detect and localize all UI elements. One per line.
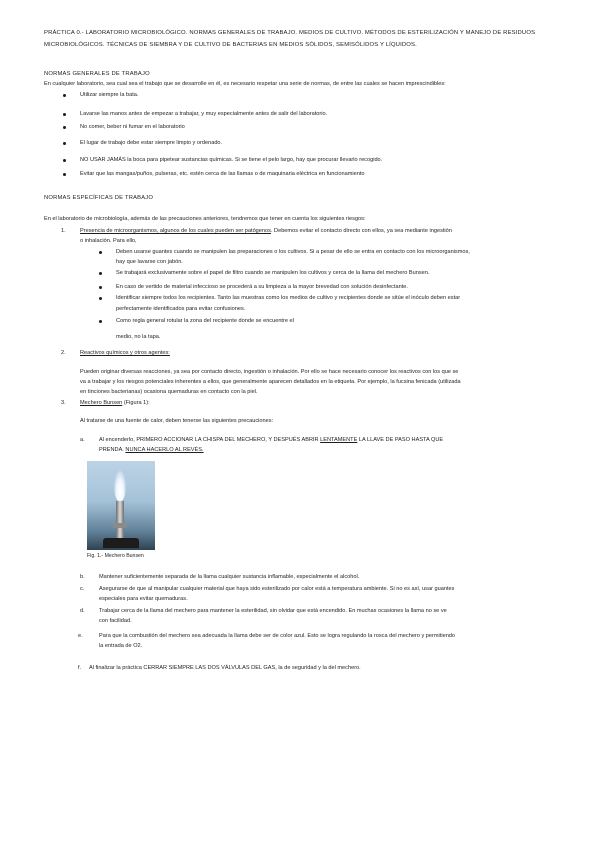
subitem-c-line1: Asegurarse de que al manipular cualquier material que haya sido esterilizado por calor está a temperatura ambiente. Si no es así, usar guantes (99, 586, 455, 592)
subitem-e-line2: la entrada de O2. (99, 643, 143, 649)
bullet-icon (63, 126, 66, 129)
subitem-a-text: Al encenderlo, PRIMERO ACCIONAR LA CHISPA DEL MECHERO, Y DESPUÉS ABRIR (99, 437, 321, 443)
item1-bullet-cont: medio, no la tapa. (116, 334, 161, 340)
bullet-icon (99, 286, 102, 289)
item1-cont: o inhalación. Para ello, (80, 238, 137, 244)
item1-title: Presencia de microorganismos, algunos de los cuales pueden ser patógenos (80, 228, 271, 234)
bullet-icon (63, 173, 66, 176)
item3-intro: Al tratarse de una fuente de calor, deben tenerse las siguientes precauciones: (80, 418, 274, 424)
general-item: El lugar de trabajo debe estar siempre limpio y ordenado. (80, 140, 223, 146)
subitem-label: b. (80, 574, 85, 580)
bullet-icon (63, 94, 66, 97)
general-intro: En cualquier laboratorio, sea cual sea el trabajo que se desarrolle en él, es necesario respetar una serie de normas, de entre las cuales se hacen imprescindibles: (44, 81, 446, 87)
item1-bullet: Como regla general rotular la zona del recipiente donde se encuentre el (116, 318, 294, 324)
item-number: 3. (61, 400, 66, 406)
bullet-icon (99, 251, 102, 254)
general-heading: NORMAS GENERALES DE TRABAJO (44, 71, 150, 77)
document-title: PRÁCTICA 0.- LABORATORIO MICROBIOLÓGICO. NORMAS GENERALES DE TRABAJO. MEDIOS DE CULTIVO. MÉTODOS DE ESTERILIZACIÓN Y MANEJO DE RESIDUOS MICROBIOLÓGICOS. TÉCNICAS DE SIEMBRA Y DE CULTIVO DE BACTERIAS EN MEDIOS SÓLIDOS, SEMISÓLIDOS Y LÍQUIDOS. (44, 30, 536, 48)
general-item: No comer, beber ni fumar en el laboratorio (80, 124, 185, 130)
item-number: 1. (61, 228, 66, 234)
subitem-label: e. (78, 633, 83, 639)
subitem-label: d. (80, 608, 85, 614)
item2-title: Reactivos químicos y otros agentes: (80, 350, 170, 356)
item1-bullet-cont: hay que lavarse con jabón. (116, 259, 183, 265)
subitem-d-line1: Trabajar cerca de la llama del mechero para mantener la esterilidad, sin olvidar que está encendido. En muchas ocasiones la llama no se ve (99, 608, 447, 614)
burner-collar-shape (113, 523, 127, 528)
item-number: 2. (61, 350, 66, 356)
specific-intro: En el laboratorio de microbiología, además de las precauciones anteriores, tendremos que tener en cuenta los siguientes riesgos: (44, 216, 366, 222)
item2-line: Pueden originar diversas reacciones, ya sea por contacto directo, ingestión o inhalación. Por ello se hace necesario conocer los reactivos con los que se (80, 369, 459, 375)
subitem-label: a. (80, 437, 85, 443)
subitem-f-text: Al finalizar la práctica CERRAR SIEMPRE LAS DOS VÁLVULAS DEL GAS, la de seguridad y la del mechero. (89, 665, 361, 671)
bullet-icon (99, 297, 102, 300)
subitem-a-text: PRENDA. (99, 447, 126, 453)
item1-bullet-cont: perfectamente identificados para evitar confusiones. (116, 306, 246, 312)
specific-heading: NORMAS ESPECÍFICAS DE TRABAJO (44, 195, 154, 201)
bullet-icon (99, 272, 102, 275)
subitem-a-line1 (99, 437, 443, 444)
bullet-icon (63, 113, 66, 116)
subitem-b-text: Mantener suficientemente separada de la llama cualquier sustancia inflamable, especialmente el alcohol. (99, 574, 360, 580)
general-item: Evitar que las mangas/puños, pulseras, etc. estén cerca de las llamas o de maquinaria eléctrica en funcionamiento (80, 171, 365, 177)
flame-shape (114, 471, 126, 501)
general-item: Utilizar siempre la bata. (80, 92, 139, 98)
subitem-e-line1: Para que la combustión del mechero sea adecuada la llama debe ser de color azul. Esto se logra regulando la rosca del mechero y permitiendo (99, 633, 456, 639)
item1-line (80, 228, 560, 235)
bunsen-burner-photo (87, 461, 155, 550)
general-item: Lavarse las manos antes de empezar a trabajar, y muy especialmente antes de salir del laboratorio. (80, 111, 328, 117)
item2-line: en tinciones bacterianas) ocasiona quemaduras en contacto con la piel. (80, 389, 258, 395)
item3-line (80, 400, 150, 407)
item1-bullet: Se trabajará exclusivamente sobre el papel de filtro cuando se manipulen los cultivos y cerca de la llama del mechero Bunsen. (116, 270, 430, 276)
item3-title: Mechero Bunsen (80, 400, 123, 406)
subitem-a-emphasis: LENTAMENTE (320, 437, 358, 443)
subitem-a-emphasis: NUNCA HACERLO AL REVÉS. (125, 447, 204, 453)
burner-tube-shape (116, 501, 124, 539)
figure-caption: Fig. 1.- Mechero Bunsen (87, 553, 144, 559)
bullet-icon (63, 159, 66, 162)
subitem-label: c. (80, 586, 85, 592)
item1-rest: . Debemos evitar el contacto directo con ellos, ya sea mediante ingestión (270, 228, 452, 234)
item1-bullet: Identificar siempre todos los recipientes. Tanto las muestras como los medios de cultivo y recipientes donde se sitúe el inóculo deben estar (116, 295, 461, 301)
bullet-icon (63, 142, 66, 145)
item1-bullet: Deben usarse guantes cuando se manipulen las preparaciones o los cultivos. Si a pesar de ello se entra en contacto con los microorganismos, (116, 249, 470, 255)
subitem-label: f. (78, 665, 82, 671)
subitem-d-line2: con facilidad. (99, 618, 132, 624)
bullet-icon (99, 320, 102, 323)
item3-suffix: (Figura 1): (122, 400, 150, 406)
subitem-a-text: LA LLAVE DE PASO HASTA QUE (357, 437, 444, 443)
item2-line: va a trabajar y los riesgos potenciales inherentes a ellos, que generalmente aparecen detallados en la etiqueta. Por ejemplo, la fucsina fenicada (utilizada (80, 379, 461, 385)
subitem-a-line2 (99, 447, 204, 454)
general-item: NO USAR JAMÁS la boca para pipetear sustancias químicas. Si se tiene el pelo largo, hay que procurar llevarlo recogido. (80, 157, 383, 163)
item1-bullet: En caso de vertido de material infeccioso se procederá a su limpieza a la mayor brevedad con solución desinfectante. (116, 284, 408, 290)
subitem-c-line2: especiales para evitar quemaduras. (99, 596, 188, 602)
burner-base-shape (103, 538, 139, 548)
